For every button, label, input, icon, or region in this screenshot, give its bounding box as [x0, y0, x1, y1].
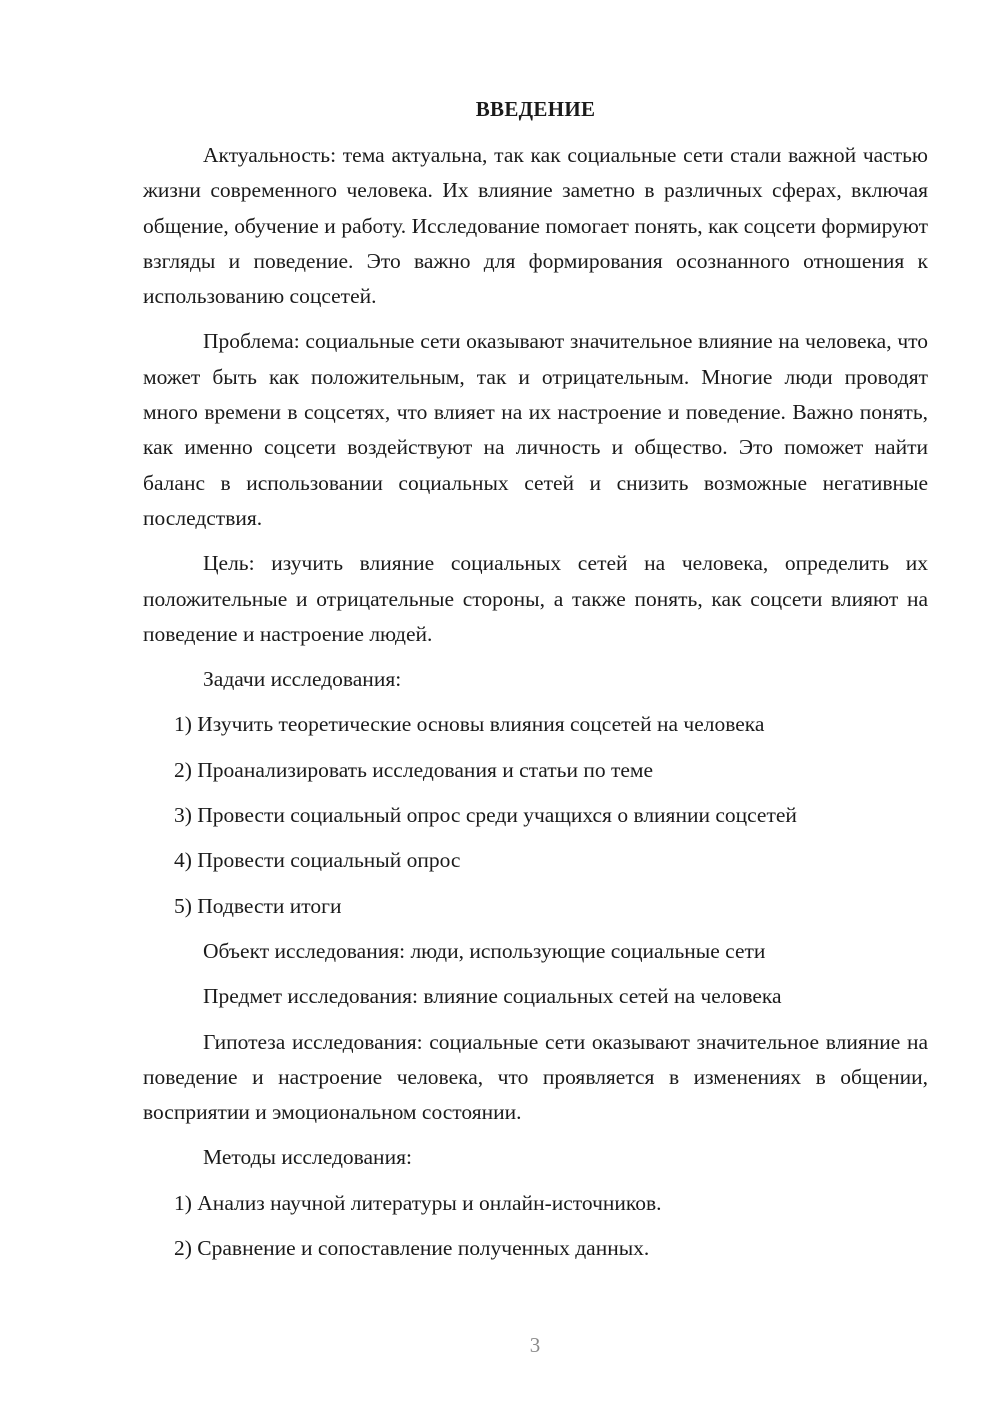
tasks-heading: Задачи исследования: — [203, 667, 402, 692]
problem-paragraph: Проблема: социальные сети оказывают значительное влияние на человека, что может быть как положительным, так и отрицательным. Многие люди проводят много времени в соцсетях, что влияет на их настроение и поведение. Важно понять, как именно соцсети воздействуют на личность и общество. Это поможет найти баланс в использовании социальных сетей и снизить возможные негативные последствия. — [143, 329, 928, 530]
relevance-paragraph: Актуальность: тема актуальна, так как социальные сети стали важной частью жизни современного человека. Их влияние заметно в различных сферах, включая общение, обучение и работу. Исследование помогает понять, как соцсети формируют взгляды и поведение. Это важно для формирования осознанного отношения к использованию соцсетей. — [143, 143, 928, 309]
task-item: 5) Подвести итоги — [174, 893, 342, 918]
page-number: 3 — [529, 1333, 541, 1357]
method-item: 1) Анализ научной литературы и онлайн-источников. — [174, 1190, 662, 1215]
methods-heading: Методы исследования: — [203, 1145, 412, 1170]
page-content — [143, 94, 928, 1276]
task-item: 2) Проанализировать исследования и статьи по теме — [174, 757, 654, 782]
method-item: 2) Сравнение и сопоставление полученных данных. — [174, 1236, 650, 1261]
subject-line: Предмет исследования: влияние социальных сетей на человека — [203, 984, 782, 1009]
task-item: 3) Провести социальный опрос среди учащихся о влиянии соцсетей — [174, 803, 797, 828]
goal-paragraph: Цель: изучить влияние социальных сетей на человека, определить их положительные и отрицательные стороны, а также понять, как соцсети влияют на поведение и настроение людей. — [143, 551, 928, 646]
section-title: ВВЕДЕНИЕ — [475, 97, 596, 121]
task-item: 4) Провести социальный опрос — [174, 848, 461, 873]
hypothesis-paragraph: Гипотеза исследования: социальные сети оказывают значительное влияние на поведение и настроение человека, что проявляется в изменениях в общении, восприятии и эмоциональном состоянии. — [143, 1029, 928, 1125]
task-item: 1) Изучить теоретические основы влияния соцсетей на человека — [174, 712, 765, 737]
object-line: Объект исследования: люди, использующие социальные сети — [203, 938, 766, 963]
